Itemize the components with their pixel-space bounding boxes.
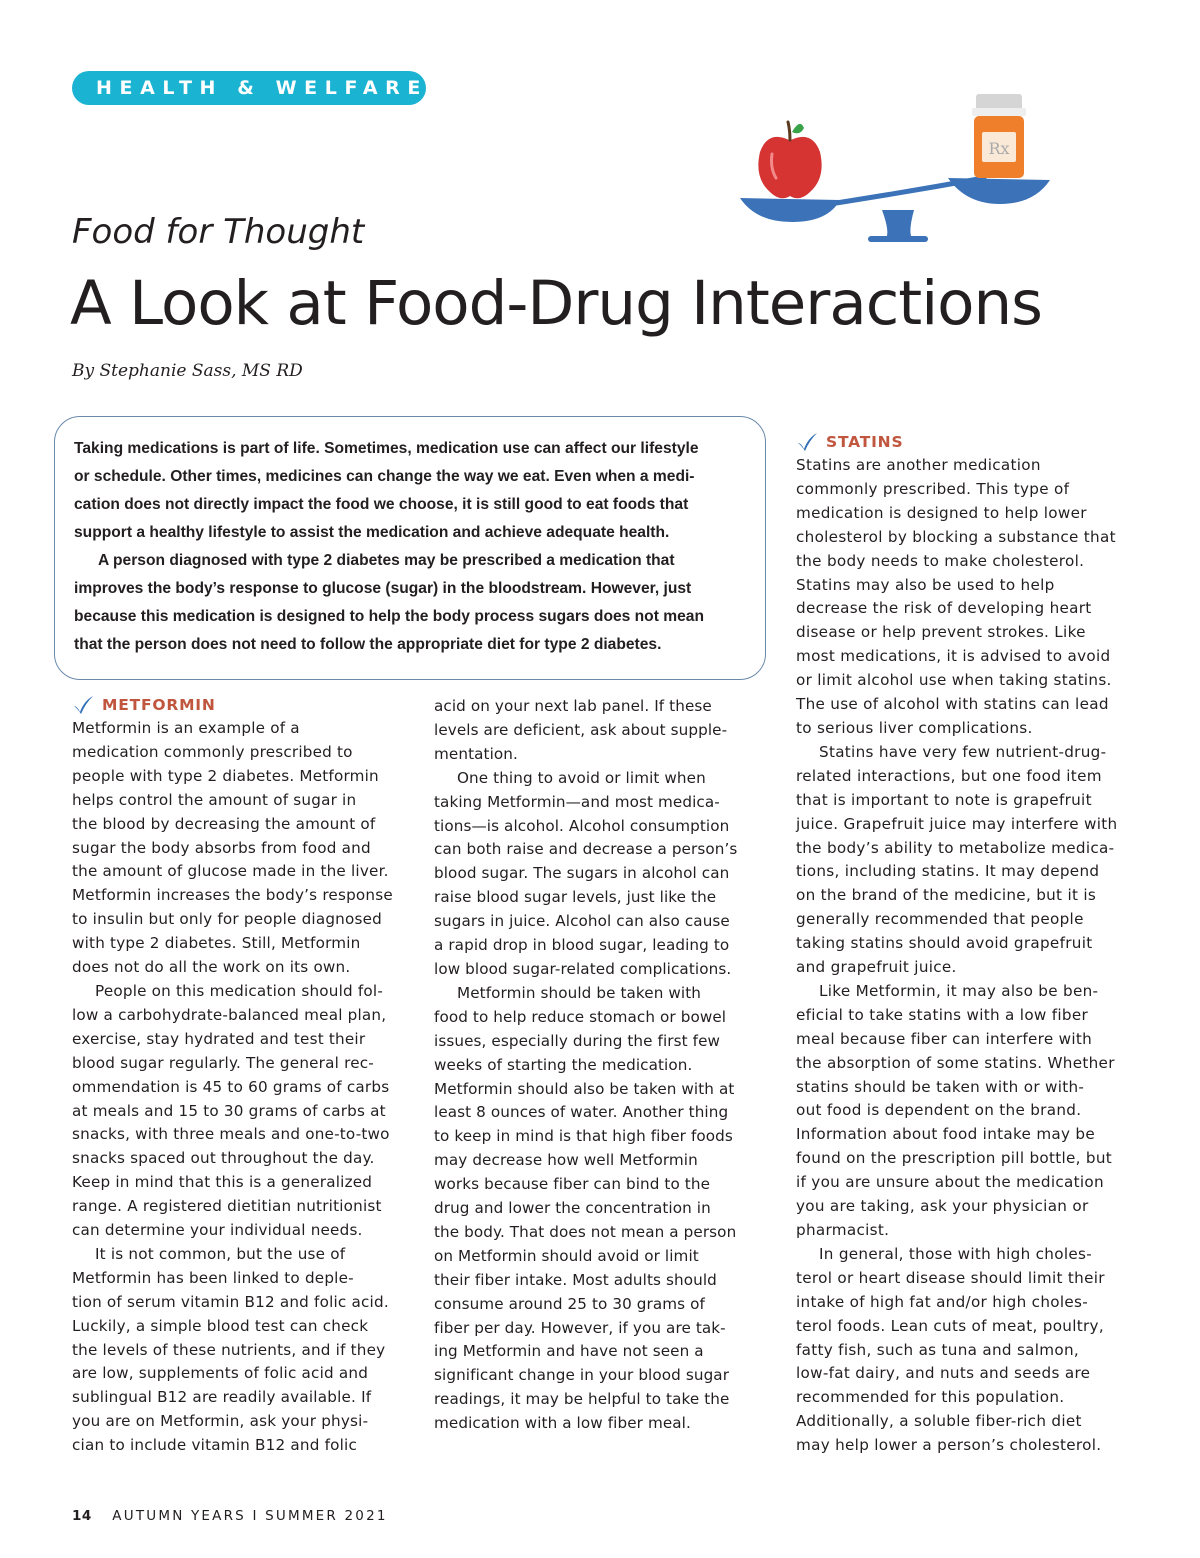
- text-line: People on this medication should fol-: [95, 981, 384, 1000]
- section-tag: HEALTH & WELFARE: [72, 71, 426, 105]
- text-line: pharmacist.: [796, 1221, 890, 1239]
- text-line: Statins may also be used to help: [796, 575, 1055, 594]
- text-line: In general, those with high choles-: [819, 1244, 1092, 1263]
- text-line: and grapefruit juice.: [796, 958, 957, 977]
- body-paragraph: [796, 454, 1132, 741]
- text-line: weeks of starting the medication.: [434, 1055, 693, 1074]
- text-line: Metformin should also be taken with at: [434, 1079, 735, 1098]
- text-line: may help lower a person’s cholesterol.: [796, 1436, 1102, 1455]
- text-line: terol or heart disease should limit their: [796, 1268, 1105, 1287]
- text-line: disease or help prevent strokes. Like: [796, 623, 1086, 642]
- text-line: cation does not directly impact the food we choose, it is still good to eat foods that: [74, 496, 689, 513]
- text-line: found on the prescription pill bottle, but: [796, 1149, 1113, 1168]
- text-line: taking Metformin—and most medica-: [434, 792, 720, 811]
- intro-paragraph: [74, 547, 749, 659]
- text-line: snacks spaced out throughout the day.: [72, 1149, 375, 1168]
- text-line: recommended for this population.: [796, 1388, 1065, 1407]
- text-line: least 8 ounces of water. Another thing: [434, 1103, 729, 1122]
- text-line: the blood by decreasing the amount of: [72, 814, 376, 833]
- text-line: the absorption of some statins. Whether: [796, 1053, 1115, 1072]
- apple-vs-medication-scale-illustration: [716, 82, 1080, 260]
- text-line: cholesterol by blocking a substance that: [796, 527, 1116, 546]
- body-paragraph: [434, 982, 764, 1436]
- text-line: tions—is alcohol. Alcohol consumption: [434, 816, 730, 835]
- body-paragraph: [434, 767, 764, 982]
- text-line: Keep in mind that this is a generalized: [72, 1173, 373, 1192]
- body-paragraph: [796, 1243, 1132, 1458]
- text-line: most medications, it is advised to avoid: [796, 647, 1111, 666]
- issue-date: SUMMER 2021: [265, 1508, 388, 1524]
- statins-heading: [796, 430, 1132, 454]
- text-line: levels are deficient, ask about supple-: [434, 720, 728, 739]
- text-line: Statins have very few nutrient-drug-: [819, 742, 1107, 761]
- text-line: Metformin has been linked to deple-: [72, 1268, 354, 1287]
- text-line: drug and lower the concentration in: [434, 1199, 711, 1218]
- body-paragraph: [72, 717, 408, 980]
- text-line: commonly prescribed. This type of: [796, 479, 1070, 498]
- text-line: fatty fish, such as tuna and salmon,: [796, 1340, 1080, 1359]
- text-line: decrease the risk of developing heart: [796, 599, 1092, 618]
- text-line: significant change in your blood sugar: [434, 1366, 730, 1385]
- text-line: medication is designed to help lower: [796, 503, 1087, 522]
- article-byline: By Stephanie Sass, MS RD: [72, 361, 303, 381]
- text-line: with type 2 diabetes. Still, Metformin: [72, 934, 361, 953]
- text-line: Additionally, a soluble fiber-rich diet: [796, 1412, 1082, 1431]
- metformin-heading-label: METFORMIN: [102, 696, 216, 714]
- text-line: juice. Grapefruit juice may interfere with: [796, 814, 1118, 833]
- text-line: the body needs to make cholesterol.: [796, 551, 1085, 570]
- text-line: the levels of these nutrients, and if they: [72, 1340, 386, 1359]
- text-line: One thing to avoid or limit when: [457, 768, 706, 787]
- text-line: intake of high fat and/or high choles-: [796, 1292, 1088, 1311]
- text-line: medication with a low fiber meal.: [434, 1414, 691, 1433]
- text-line: on the brand of the medicine, but it is: [796, 886, 1097, 905]
- body-paragraph: [434, 695, 764, 767]
- statins-heading-label: STATINS: [826, 433, 904, 451]
- text-line: ommendation is 45 to 60 grams of carbs: [72, 1077, 390, 1096]
- text-line: It is not common, but the use of: [95, 1244, 346, 1263]
- text-line: works because fiber can bind to the: [434, 1175, 711, 1194]
- intro-paragraph: [74, 435, 749, 547]
- text-line: or limit alcohol use when taking statins.: [796, 671, 1112, 690]
- text-line: readings, it may be helpful to take the: [434, 1390, 730, 1409]
- page-footer: [72, 1506, 388, 1526]
- text-line: that the person does not need to follow the appropriate diet for type 2 diabetes.: [74, 636, 662, 653]
- text-line: can both raise and decrease a person’s: [434, 840, 738, 859]
- text-line: the body’s ability to metabolize medica-: [796, 838, 1115, 857]
- text-line: to insulin but only for people diagnosed: [72, 910, 382, 929]
- text-line: people with type 2 diabetes. Metformin: [72, 766, 379, 785]
- text-line: statins should be taken with or with-: [796, 1077, 1085, 1096]
- text-line: on Metformin should avoid or limit: [434, 1246, 699, 1265]
- column-right: [796, 430, 1132, 1458]
- text-line: Metformin should be taken with: [457, 983, 701, 1002]
- column-left: [72, 693, 408, 1458]
- text-line: tions, including statins. It may depend: [796, 862, 1100, 881]
- text-line: are low, supplements of folic acid and: [72, 1364, 369, 1383]
- article-kicker: Food for Thought: [72, 212, 365, 252]
- text-line: taking statins should avoid grapefruit: [796, 934, 1093, 953]
- text-line: you are on Metformin, ask your physi-: [72, 1412, 369, 1431]
- metformin-heading: [72, 693, 408, 717]
- text-line: Like Metformin, it may also be ben-: [819, 981, 1099, 1000]
- apple-icon: [758, 122, 821, 198]
- text-line: acid on your next lab panel. If these: [434, 697, 712, 715]
- text-line: tion of serum vitamin B12 and folic acid.: [72, 1292, 389, 1311]
- text-line: sublingual B12 are readily available. If: [72, 1388, 372, 1407]
- text-line: Metformin increases the body’s response: [72, 886, 393, 905]
- text-line: support a healthy lifestyle to assist the medication and achieve adequate health.: [74, 524, 670, 541]
- text-line: if you are unsure about the medication: [796, 1173, 1104, 1192]
- text-line: Metformin is an example of a: [72, 719, 300, 737]
- footer-separator: I: [252, 1508, 259, 1524]
- text-line: to keep in mind is that high fiber foods: [434, 1127, 733, 1146]
- text-line: fiber per day. However, if you are tak-: [434, 1318, 726, 1337]
- text-line: Taking medications is part of life. Sometimes, medication use can affect our lifestyle: [74, 440, 699, 457]
- text-line: low blood sugar-related complications.: [434, 959, 732, 978]
- checkmark-icon: [72, 695, 94, 715]
- text-line: generally recommended that people: [796, 910, 1084, 929]
- text-line: you are taking, ask your physician or: [796, 1197, 1089, 1216]
- text-line: sugars in juice. Alcohol can also cause: [434, 912, 730, 931]
- text-line: snacks, with three meals and one-to-two: [72, 1125, 390, 1144]
- text-line: their fiber intake. Most adults should: [434, 1270, 717, 1289]
- text-line: because this medication is designed to help the body process sugars does not mean: [74, 608, 704, 625]
- text-line: that is important to note is grapefruit: [796, 790, 1092, 809]
- text-line: related interactions, but one food item: [796, 766, 1102, 785]
- body-paragraph: [796, 980, 1132, 1243]
- text-line: terol foods. Lean cuts of meat, poultry,: [796, 1316, 1104, 1335]
- text-line: to serious liver complications.: [796, 718, 1033, 737]
- text-line: blood sugar. The sugars in alcohol can: [434, 864, 730, 883]
- text-line: or schedule. Other times, medicines can change the way we eat. Even when a medi-: [74, 468, 695, 485]
- text-line: cian to include vitamin B12 and folic: [72, 1436, 357, 1455]
- text-line: may decrease how well Metformin: [434, 1151, 698, 1170]
- text-line: medication commonly prescribed to: [72, 742, 353, 761]
- body-paragraph: [72, 1243, 408, 1458]
- text-line: ing Metformin and have not seen a: [434, 1342, 704, 1361]
- text-line: A person diagnosed with type 2 diabetes may be prescribed a medication that: [98, 552, 675, 569]
- text-line: Information about food intake may be: [796, 1125, 1096, 1144]
- article-headline: A Look at Food-Drug Interactions: [70, 268, 1042, 339]
- text-line: improves the body’s response to glucose (sugar) in the bloodstream. However, just: [74, 580, 692, 597]
- text-line: out food is dependent on the brand.: [796, 1101, 1082, 1120]
- text-line: helps control the amount of sugar in: [72, 790, 357, 809]
- publication-name: AUTUMN YEARS: [112, 1508, 246, 1524]
- text-line: meal because fiber can interfere with: [796, 1029, 1093, 1048]
- text-line: blood sugar regularly. The general rec-: [72, 1053, 374, 1072]
- column-middle: [434, 695, 764, 1436]
- text-line: Statins are another medication: [796, 456, 1041, 474]
- rx-label: Rx: [988, 139, 1010, 158]
- text-line: the body. That does not mean a person: [434, 1222, 737, 1241]
- text-line: at meals and 15 to 30 grams of carbs at: [72, 1101, 386, 1120]
- text-line: eficial to take statins with a low fiber: [796, 1005, 1089, 1024]
- text-line: does not do all the work on its own.: [72, 958, 351, 977]
- text-line: food to help reduce stomach or bowel: [434, 1007, 727, 1026]
- text-line: mentation.: [434, 744, 518, 763]
- prescription-bottle-icon: [972, 94, 1026, 178]
- body-paragraph: [796, 741, 1132, 980]
- intro-callout-box: [54, 416, 766, 680]
- text-line: sugar the body absorbs from food and: [72, 838, 371, 857]
- text-line: Luckily, a simple blood test can check: [72, 1316, 369, 1335]
- text-line: issues, especially during the first few: [434, 1031, 721, 1050]
- text-line: consume around 25 to 30 grams of: [434, 1294, 705, 1313]
- text-line: a rapid drop in blood sugar, leading to: [434, 936, 730, 955]
- checkmark-icon: [796, 432, 818, 452]
- text-line: low a carbohydrate-balanced meal plan,: [72, 1005, 387, 1024]
- text-line: The use of alcohol with statins can lead: [796, 695, 1109, 714]
- text-line: raise blood sugar levels, just like the: [434, 888, 717, 907]
- page-number: 14: [72, 1508, 92, 1524]
- text-line: the amount of glucose made in the liver.: [72, 862, 389, 881]
- body-paragraph: [72, 980, 408, 1243]
- text-line: exercise, stay hydrated and test their: [72, 1029, 366, 1048]
- text-line: low-fat dairy, and nuts and seeds are: [796, 1364, 1091, 1383]
- text-line: range. A registered dietitian nutritionist: [72, 1197, 382, 1216]
- text-line: can determine your individual needs.: [72, 1221, 363, 1240]
